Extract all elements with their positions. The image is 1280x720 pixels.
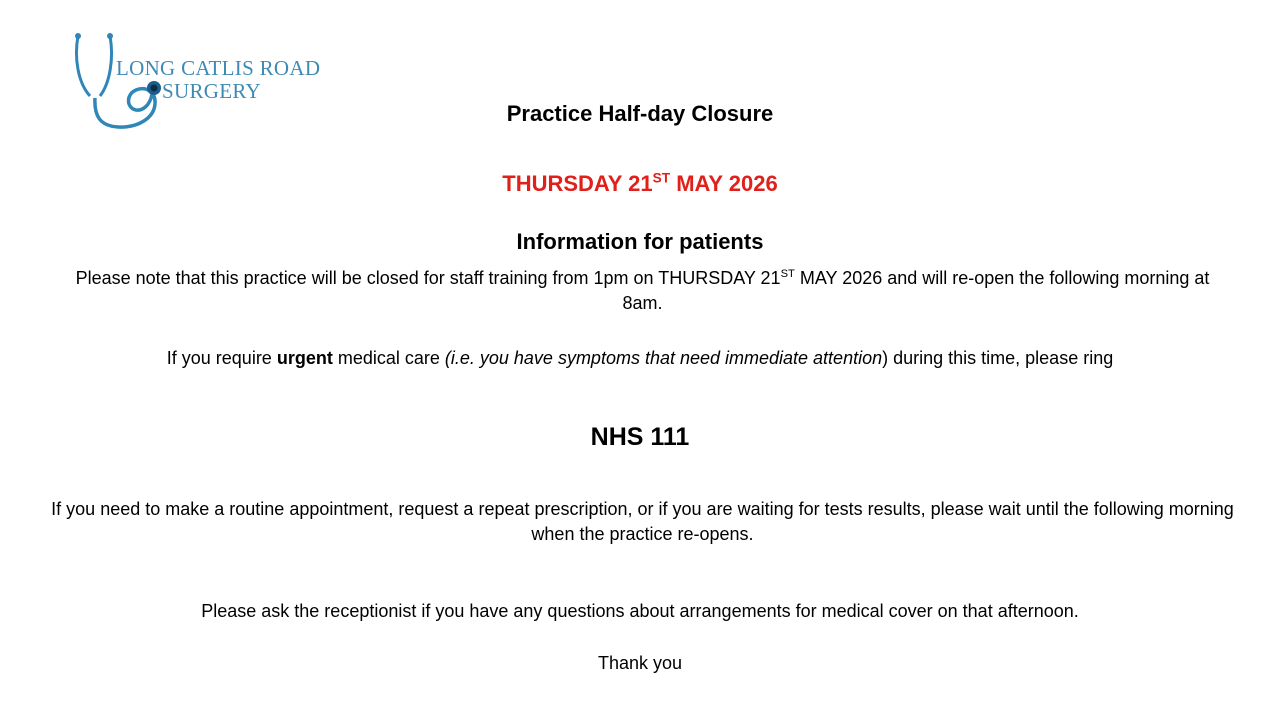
closure-paragraph-ordinal: ST (780, 268, 795, 280)
urgent-text-b: medical care (332, 348, 445, 368)
logo-text-line1: LONG CATLIS ROAD (116, 56, 321, 80)
page-title: Practice Half-day Closure (506, 101, 774, 126)
closure-date-ordinal: ST (652, 170, 671, 186)
urgent-bold: urgent (276, 348, 333, 368)
thank-you: Thank you (597, 653, 683, 673)
urgent-text-c: ) during this time, please ring (882, 348, 1114, 368)
questions-paragraph: Please ask the receptionist if you have any questions about arrangements for medical cover on that afternoon. (201, 601, 1079, 621)
logo-text-line2: SURGERY (162, 79, 261, 103)
routine-paragraph: If you need to make a routine appointment, request a repeat prescription, or if you are waiting for tests results, please wait until the following morning when the practice re-opens. (51, 499, 1234, 544)
nhs-111-heading: NHS 111 (590, 423, 690, 451)
closure-date (0, 171, 1280, 197)
urgent-text-a: If you require (166, 348, 277, 368)
info-heading: Information for patients (516, 229, 764, 254)
closure-paragraph-suffix: MAY 2026 and will re-open the following morning at 8am. (622, 268, 1210, 313)
urgent-italic: (i.e. you have symptoms that need immediate attention (444, 348, 883, 368)
urgent-care-paragraph (0, 346, 1280, 371)
closure-date-prefix: THURSDAY 21 (502, 171, 653, 196)
closure-paragraph-prefix: Please note that this practice will be closed for staff training from 1pm on THURSDAY 21 (75, 268, 781, 288)
closure-paragraph (60, 266, 1225, 316)
closure-date-suffix: MAY 2026 (670, 171, 778, 196)
